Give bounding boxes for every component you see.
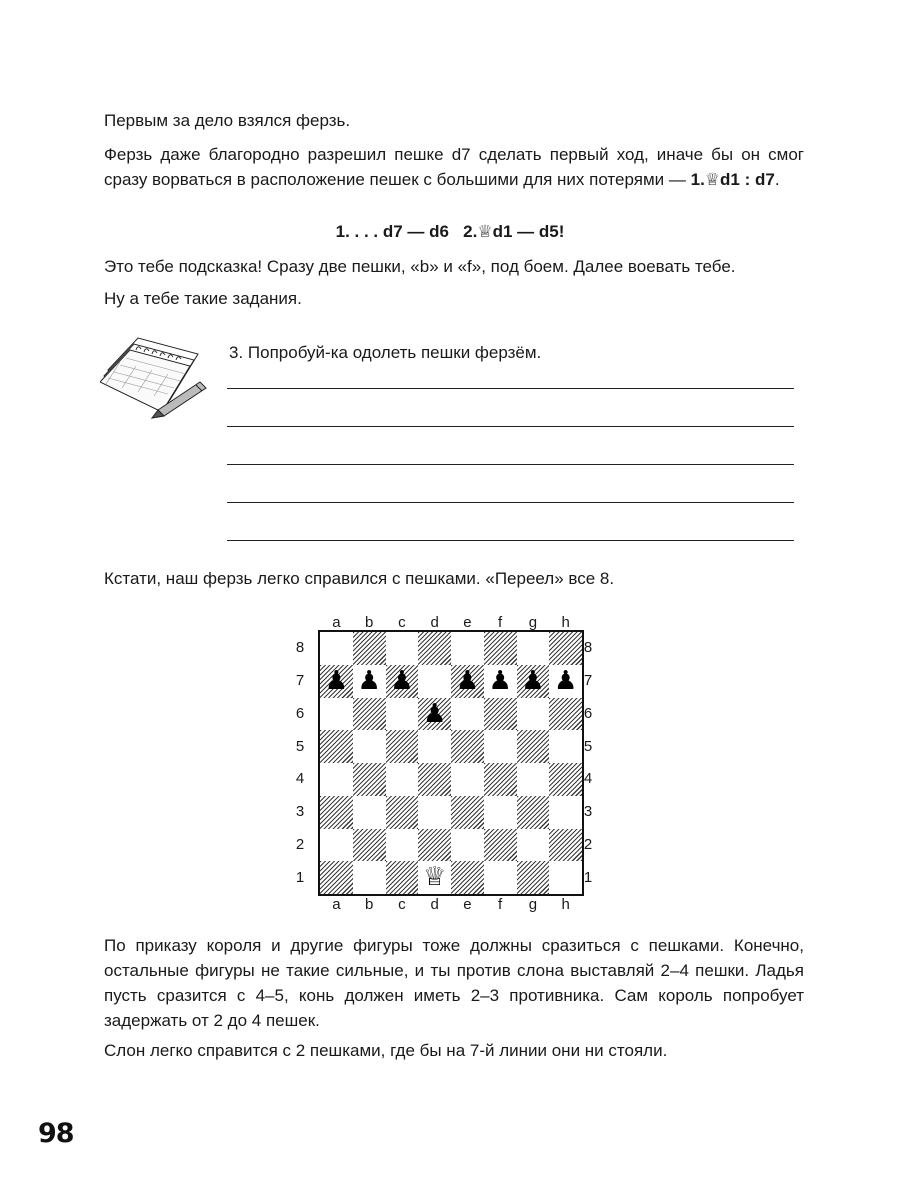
answer-line-1[interactable] — [227, 388, 794, 389]
file-bottom-h: h — [561, 896, 570, 913]
file-top-h: h — [561, 614, 570, 631]
square-d4 — [418, 763, 451, 796]
rank-right-4: 4 — [583, 770, 593, 788]
file-bottom-e: e — [463, 896, 472, 913]
square-e6 — [451, 698, 484, 731]
paragraph-intro: Первым за дело взялся ферзь. — [104, 111, 351, 130]
chessboard — [318, 630, 584, 896]
square-f4 — [484, 763, 517, 796]
answer-line-5[interactable] — [227, 540, 794, 541]
square-a6 — [320, 698, 353, 731]
rank-left-7: 7 — [295, 672, 305, 690]
square-g2 — [517, 829, 550, 862]
black-pawn-icon-h7: ♟ — [553, 665, 578, 696]
square-b4 — [353, 763, 386, 796]
file-bottom-c: c — [398, 896, 406, 913]
chess-diagram — [288, 608, 618, 918]
square-e8 — [451, 632, 484, 665]
square-e1 — [451, 861, 484, 894]
answer-line-2[interactable] — [227, 426, 794, 427]
file-bottom-f: f — [498, 896, 503, 913]
rank-right-7: 7 — [583, 672, 593, 690]
rank-right-2: 2 — [583, 835, 593, 853]
paragraph-queen-result: Кстати, наш ферзь легко справился с пешками. «Переел» все 8. — [104, 569, 615, 588]
black-pawn-icon-b7: ♟ — [357, 665, 381, 696]
file-top-b: b — [364, 614, 374, 631]
square-f3 — [484, 796, 517, 829]
file-top-c: c — [398, 614, 406, 631]
paragraph-hint: Это тебе подсказка! Сразу две пешки, «b» и «f», под боем. Далее воевать тебе. — [104, 257, 736, 276]
file-bottom-b: b — [364, 896, 374, 913]
paragraph-queen-move — [104, 142, 804, 193]
square-b2 — [353, 829, 386, 862]
square-c3 — [386, 796, 419, 829]
square-b3 — [353, 796, 386, 829]
square-g5 — [517, 730, 550, 763]
square-d7 — [418, 665, 451, 698]
move-notation: d1 : d7 — [720, 170, 775, 189]
square-g6 — [517, 698, 550, 731]
rank-left-2: 2 — [295, 835, 305, 853]
square-a5 — [320, 730, 353, 763]
answer-line-3[interactable] — [227, 464, 794, 465]
square-d3 — [418, 796, 451, 829]
square-c1 — [386, 861, 419, 894]
square-d8 — [418, 632, 451, 665]
square-e3 — [451, 796, 484, 829]
white-queen-icon-d1: ♕ — [422, 862, 447, 893]
black-pawn-icon-f7: ♟ — [488, 665, 512, 696]
rank-right-6: 6 — [583, 704, 593, 722]
file-top-a: a — [332, 614, 341, 631]
rank-left-1: 1 — [295, 868, 305, 886]
file-top-d: d — [430, 614, 439, 631]
rank-right-1: 1 — [583, 868, 593, 886]
square-a3 — [320, 796, 353, 829]
square-e5 — [451, 730, 484, 763]
square-d5 — [418, 730, 451, 763]
file-top-e: e — [463, 614, 472, 631]
page-number: 98 — [38, 1118, 74, 1149]
square-b1 — [353, 861, 386, 894]
paragraph-queen-text: Ферзь даже благородно разрешил пешке d7 сделать первый ход, иначе бы он смог сразу ворваться в расположение пешек с большими для них потерями — — [104, 145, 804, 189]
square-b5 — [353, 730, 386, 763]
paragraph-tasks-intro: Ну а тебе такие задания. — [104, 289, 302, 308]
square-f1 — [484, 861, 517, 894]
square-e2 — [451, 829, 484, 862]
square-g3 — [517, 796, 550, 829]
file-bottom-g: g — [528, 896, 538, 913]
black-pawn-icon-a7: ♟ — [324, 665, 349, 696]
rank-left-5: 5 — [295, 737, 305, 755]
queen-icon: ♕ — [477, 222, 493, 242]
file-bottom-a: a — [332, 896, 341, 913]
black-pawn-icon-d6: ♟ — [422, 698, 447, 729]
square-g1 — [517, 861, 550, 894]
square-f5 — [484, 730, 517, 763]
notebook-with-pen-icon — [100, 328, 212, 420]
square-b6 — [353, 698, 386, 731]
square-f6 — [484, 698, 517, 731]
square-e4 — [451, 763, 484, 796]
square-b8 — [353, 632, 386, 665]
file-bottom-d: d — [430, 896, 439, 913]
square-d2 — [418, 829, 451, 862]
square-f2 — [484, 829, 517, 862]
square-c5 — [386, 730, 419, 763]
rank-right-3: 3 — [583, 803, 593, 821]
square-a4 — [320, 763, 353, 796]
square-c6 — [386, 698, 419, 731]
file-top-g: g — [528, 614, 538, 631]
rank-right-5: 5 — [583, 737, 593, 755]
square-f8 — [484, 632, 517, 665]
paragraph-other-pieces: По приказу короля и другие фигуры тоже должны сразиться с пешками. Конечно, остальные фигуры не такие сильные, и ты против слона выставляй 2–4 пешки. Ладья пусть сразится с 4–5, конь должен иметь 2–3 противника. Сам король попробует задержать от 2 до 4 пешек. — [104, 936, 804, 1030]
file-top-f: f — [498, 614, 503, 631]
square-c4 — [386, 763, 419, 796]
center-move-part-a: 1. . . . d7 — d6 2. — [335, 222, 478, 241]
rank-left-3: 3 — [295, 803, 305, 821]
square-a8 — [320, 632, 353, 665]
center-move-part-b: d1 — d5! — [492, 222, 565, 241]
rank-left-4: 4 — [295, 770, 305, 788]
square-g4 — [517, 763, 550, 796]
move-number: 1. — [690, 170, 705, 189]
queen-icon: ♕ — [704, 170, 721, 190]
center-move-line — [0, 219, 900, 245]
move-end: . — [774, 170, 780, 189]
answer-line-4[interactable] — [227, 502, 794, 503]
square-g8 — [517, 632, 550, 665]
black-pawn-icon-c7: ♟ — [390, 665, 414, 696]
rank-left-8: 8 — [295, 639, 305, 657]
square-a1 — [320, 861, 353, 894]
task-3-prompt: 3. Попробуй-ка одолеть пешки ферзём. — [229, 343, 542, 362]
rank-right-8: 8 — [583, 639, 593, 657]
square-c8 — [386, 632, 419, 665]
square-a2 — [320, 829, 353, 862]
rank-left-6: 6 — [295, 704, 305, 722]
paragraph-bishop: Слон легко справится с 2 пешками, где бы на 7-й линии они ни стояли. — [104, 1041, 668, 1060]
black-pawn-icon-e7: ♟ — [455, 665, 480, 696]
square-c2 — [386, 829, 419, 862]
black-pawn-icon-g7: ♟ — [521, 665, 545, 696]
